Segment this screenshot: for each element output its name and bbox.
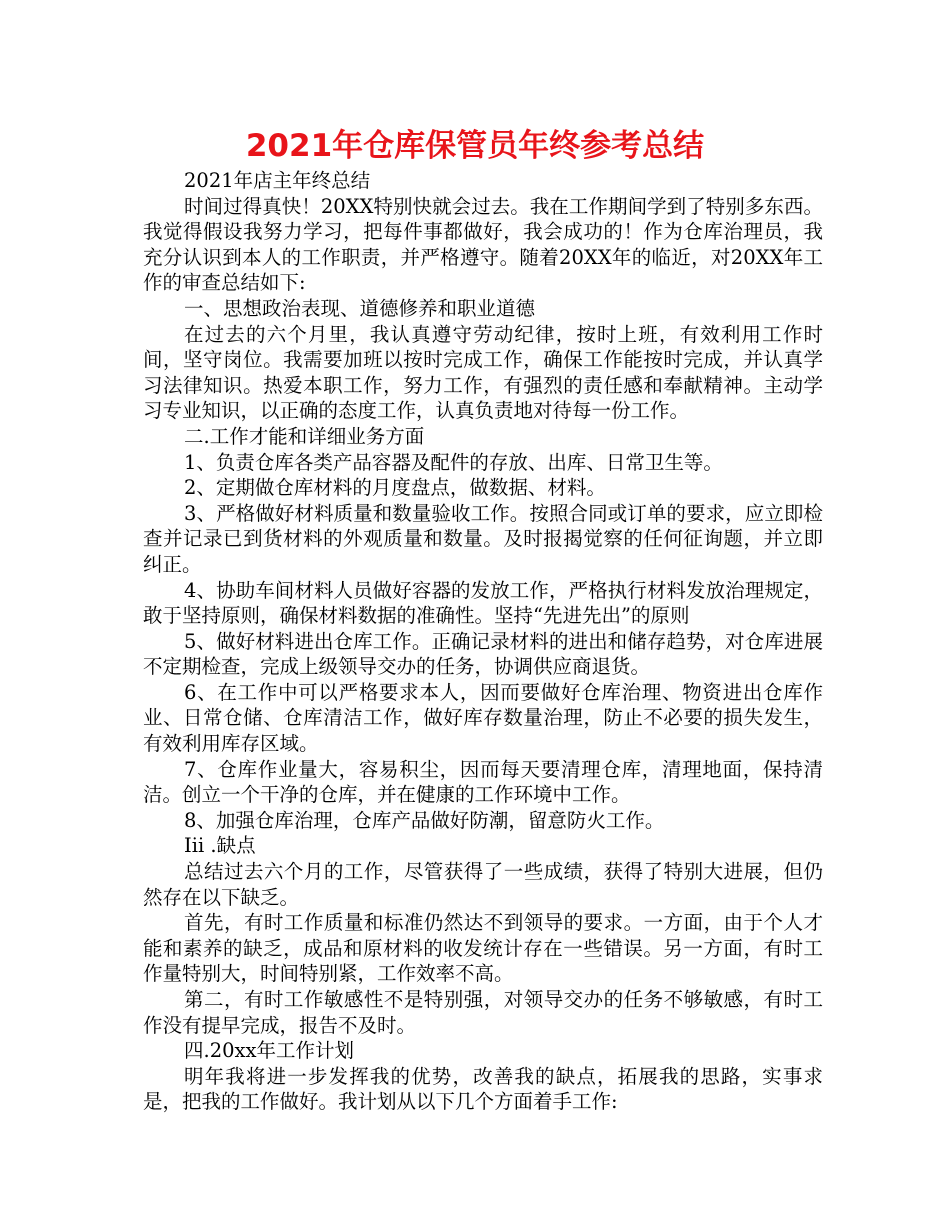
list-item: 1、负责仓库各类产品容器及配件的存放、出库、日常卫生等。 <box>184 450 723 474</box>
paragraph: 第二，有时工作敏感性不是特别强，对领导交办的任务不够敏感，有时工作没有提早完成，报告不及时。 <box>143 988 823 1037</box>
paragraph: 明年我将进一步发挥我的优势，改善我的缺点，拓展我的思路，实事求是，把我的工作做好。我计划从以下几个方面着手工作: <box>143 1064 823 1114</box>
section-heading: 二.工作才能和详细业务方面 <box>184 424 425 448</box>
list-item: 3、严格做好材料质量和数量验收工作。按照合同或订单的要求，应立即检查并记录已到货材料的外观质量和数量。及时报揭觉察的任何征询题，并立即纠正。 <box>143 501 823 576</box>
section-heading: 四.20xx年工作计划 <box>184 1039 355 1063</box>
list-item: 4、协助车间材料人员做好容器的发放工作，严格执行材料发放治理规定，敢于坚持原则，确保材料数据的准确性。坚持“先进先出”的原则 <box>143 578 823 628</box>
paragraph: 首先，有时工作质量和标准仍然达不到领导的要求。一方面，由于个人才能和素养的缺乏，成品和原材料的收发统计存在一些错误。另一方面，有时工作量特别大，时间特别紧，工作效率不高。 <box>143 911 823 986</box>
list-item: 2、定期做仓库材料的月度盘点，做数据、材料。 <box>184 476 606 500</box>
list-item: 8、加强仓库治理，仓库产品做好防潮，留意防火工作。 <box>184 808 665 832</box>
section-heading: Iii .缺点 <box>184 834 256 858</box>
section-heading: 一、思想政治表现、道德修养和职业道德 <box>184 296 536 320</box>
document-body <box>143 168 823 1115</box>
paragraph: 总结过去六个月的工作，尽管获得了一些成绩，获得了特别大进展，但仍然存在以下缺乏。 <box>143 860 823 909</box>
paragraph-subtitle: 2021年店主年终总结 <box>184 169 371 192</box>
list-item: 7、仓库作业量大，容易积尘，因而每天要清理仓库，清理地面，保持清洁。创立一个干净的仓库，并在健康的工作环境中工作。 <box>143 757 823 807</box>
document-title: 2021年仓库保管员年终参考总结 <box>245 128 705 164</box>
list-item: 5、做好材料进出仓库工作。正确记录材料的进出和储存趋势，对仓库进展不定期检查，完成上级领导交办的任务，协调供应商退货。 <box>143 629 823 679</box>
list-item: 6、在工作中可以严格要求本人，因而要做好仓库治理、物资进出仓库作业、日常仓储、仓库清洁工作，做好库存数量治理，防止不必要的损失发生，有效利用库存区域。 <box>143 680 823 756</box>
paragraph: 时间过得真快！20XX特别快就会过去。我在工作期间学到了特别多东西。我觉得假设我努力学习，把每件事都做好，我会成功的！作为仓库治理员，我充分认识到本人的工作职责，并严格遵守。随着20XX年的临近，对20XX年工作的审查总结如下: <box>143 194 823 295</box>
paragraph: 在过去的六个月里，我认真遵守劳动纪律，按时上班，有效利用工作时间，坚守岗位。我需要加班以按时完成工作，确保工作能按时完成，并认真学习法律知识。热爱本职工作，努力工作，有强烈的责任感和奉献精神。主动学习专业知识，以正确的态度工作，认真负责地对待每一份工作。 <box>143 322 823 423</box>
